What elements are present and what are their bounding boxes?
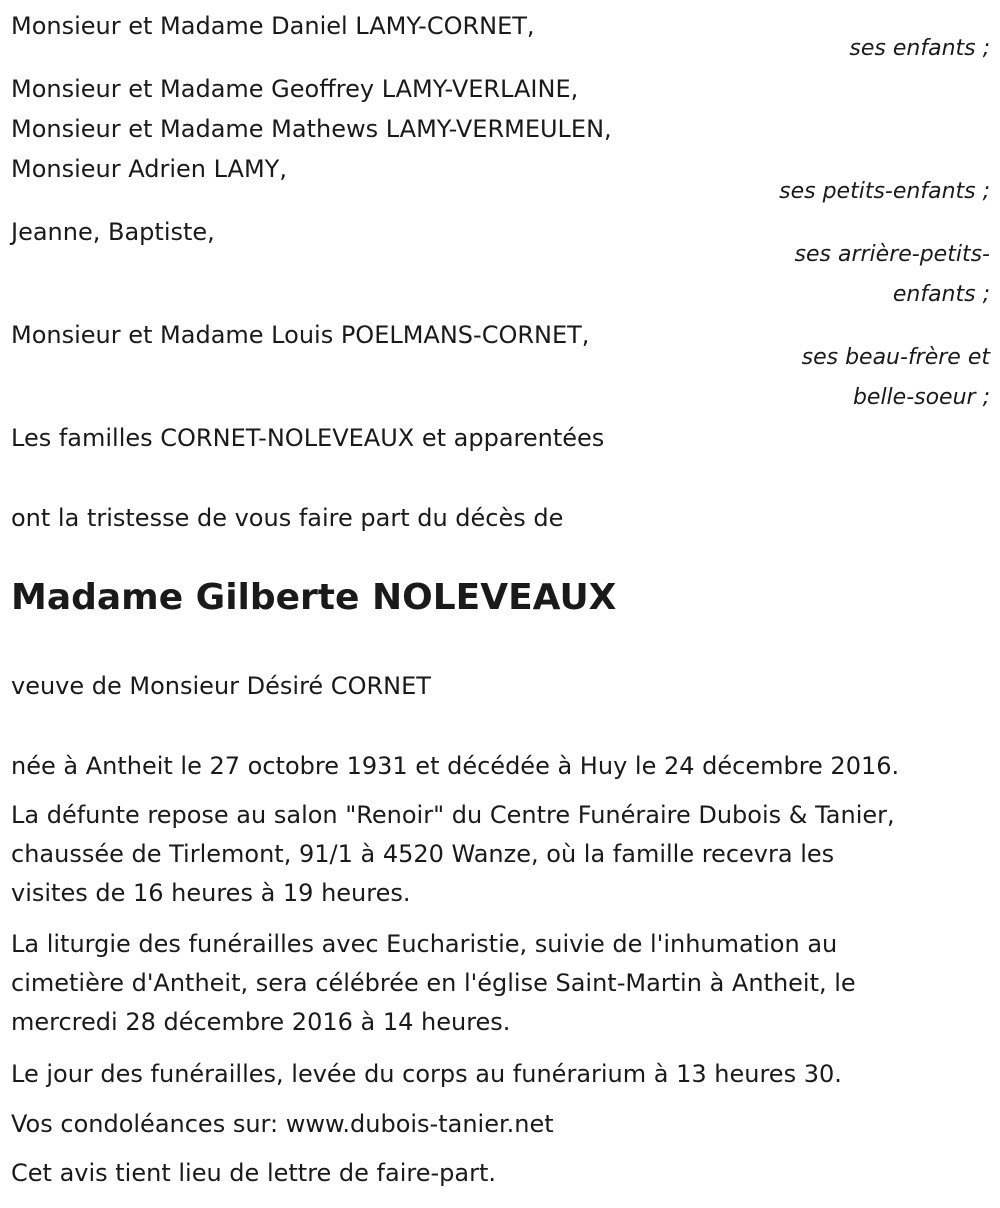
grandchild-line-2: Monsieur et Madame Mathews LAMY-VERMEULEN, xyxy=(11,115,612,143)
families-line: Les familles CORNET-NOLEVEAUX et apparentées xyxy=(11,424,605,452)
repose-paragraph xyxy=(11,796,991,913)
liturgy-line-1: La liturgie des funérailles avec Eucharistie, suivie de l'inhumation au xyxy=(11,930,838,958)
announcement-line: ont la tristesse de vous faire part du décès de xyxy=(11,504,564,532)
great-grandchildren-relation-line-2: enfants ; xyxy=(892,282,990,307)
birth-death-line: née à Antheit le 27 octobre 1931 et décédée à Huy le 24 décembre 2016. xyxy=(11,752,900,780)
repose-line-1: La défunte repose au salon "Renoir" du Centre Funéraire Dubois & Tanier, xyxy=(11,801,895,829)
liturgy-line-3: mercredi 28 décembre 2016 à 14 heures. xyxy=(11,1008,511,1036)
condolences-line: Vos condoléances sur: www.dubois-tanier.net xyxy=(11,1110,554,1138)
grandchild-line-3: Monsieur Adrien LAMY, xyxy=(11,155,287,183)
deceased-name: Madame Gilberte NOLEVEAUX xyxy=(11,577,617,618)
inlaws-relation-line-2: belle-soeur ; xyxy=(852,385,990,410)
repose-line-3: visites de 16 heures à 19 heures. xyxy=(11,879,411,907)
repose-line-2: chaussée de Tirlemont, 91/1 à 4520 Wanze, où la famille recevra les xyxy=(11,840,835,868)
levee-line: Le jour des funérailles, levée du corps au funérarium à 13 heures 30. xyxy=(11,1060,842,1088)
children-relation: ses enfants ; xyxy=(849,36,990,61)
inlaws-relation-line-1: ses beau-frère et xyxy=(801,345,990,370)
grandchildren-relation: ses petits-enfants ; xyxy=(779,179,990,204)
liturgy-line-2: cimetière d'Antheit, sera célébrée en l'église Saint-Martin à Antheit, le xyxy=(11,969,856,997)
widow-of-line: veuve de Monsieur Désiré CORNET xyxy=(11,672,431,700)
children-name: Monsieur et Madame Daniel LAMY-CORNET, xyxy=(11,12,535,40)
grandchild-line-1: Monsieur et Madame Geoffrey LAMY-VERLAINE, xyxy=(11,75,579,103)
great-grandchildren-relation-line-1: ses arrière-petits- xyxy=(794,242,990,267)
great-grandchildren-name: Jeanne, Baptiste, xyxy=(11,218,215,246)
inlaws-name: Monsieur et Madame Louis POELMANS-CORNET, xyxy=(11,321,590,349)
notice-line: Cet avis tient lieu de lettre de faire-part. xyxy=(11,1159,496,1187)
liturgy-paragraph xyxy=(11,925,991,1042)
